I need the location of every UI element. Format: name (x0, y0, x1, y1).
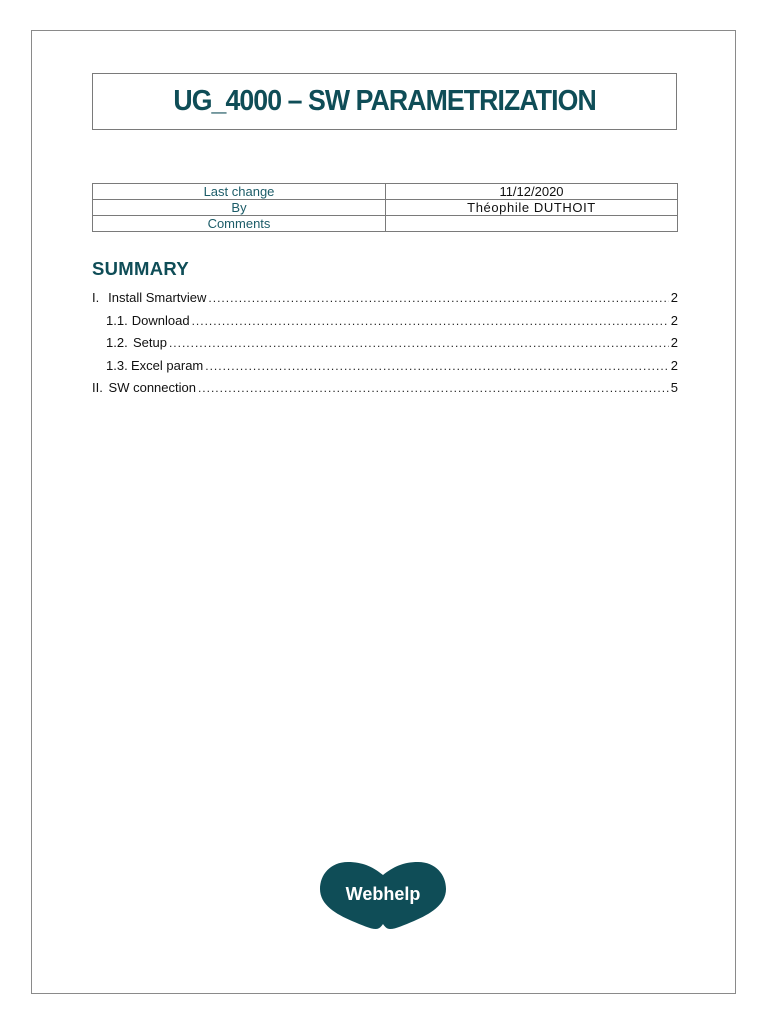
toc-number: 1.3. (106, 357, 128, 373)
toc-page-number: 2 (670, 290, 678, 305)
toc-page-number: 2 (670, 357, 678, 373)
last-change-label: Last change (93, 184, 386, 200)
toc-number: 1.1. (106, 312, 128, 328)
change-log-table (92, 183, 678, 232)
by-value: Théophile DUTHOIT (386, 200, 678, 216)
toc-item[interactable] (92, 335, 678, 358)
toc-page-number: 2 (670, 312, 678, 328)
logo-text: Webhelp (345, 884, 421, 904)
toc-title: Install Smartview (108, 290, 207, 305)
toc-leader (208, 291, 668, 305)
toc-number: I. (92, 290, 100, 305)
toc-number: 1.2. (106, 335, 128, 350)
toc-leader (169, 336, 669, 350)
title-box (92, 73, 677, 130)
toc-item[interactable] (92, 313, 678, 336)
toc-page-number: 2 (670, 335, 678, 350)
toc-title: Download (131, 312, 190, 328)
webhelp-logo (318, 859, 448, 931)
table-of-contents (92, 290, 678, 403)
toc-leader (205, 359, 669, 373)
table-row (93, 184, 678, 200)
toc-item[interactable] (92, 380, 678, 403)
toc-title: Excel param (131, 357, 204, 373)
toc-item[interactable] (92, 358, 678, 381)
toc-leader (198, 381, 669, 395)
table-row (93, 216, 678, 232)
document-page (31, 30, 736, 994)
toc-number: II. (92, 380, 103, 395)
toc-title: SW connection (108, 380, 196, 395)
last-change-value: 11/12/2020 (386, 184, 678, 200)
summary-heading: SUMMARY (92, 258, 189, 279)
document-title: UG_4000 – SW PARAMETRIZATION (173, 85, 596, 117)
comments-label: Comments (93, 216, 386, 232)
toc-item[interactable] (92, 290, 678, 313)
comments-value (386, 216, 678, 232)
toc-title: Setup (132, 335, 167, 350)
table-row (93, 200, 678, 216)
by-label: By (93, 200, 386, 216)
toc-page-number: 5 (670, 380, 678, 395)
toc-leader (192, 314, 669, 328)
